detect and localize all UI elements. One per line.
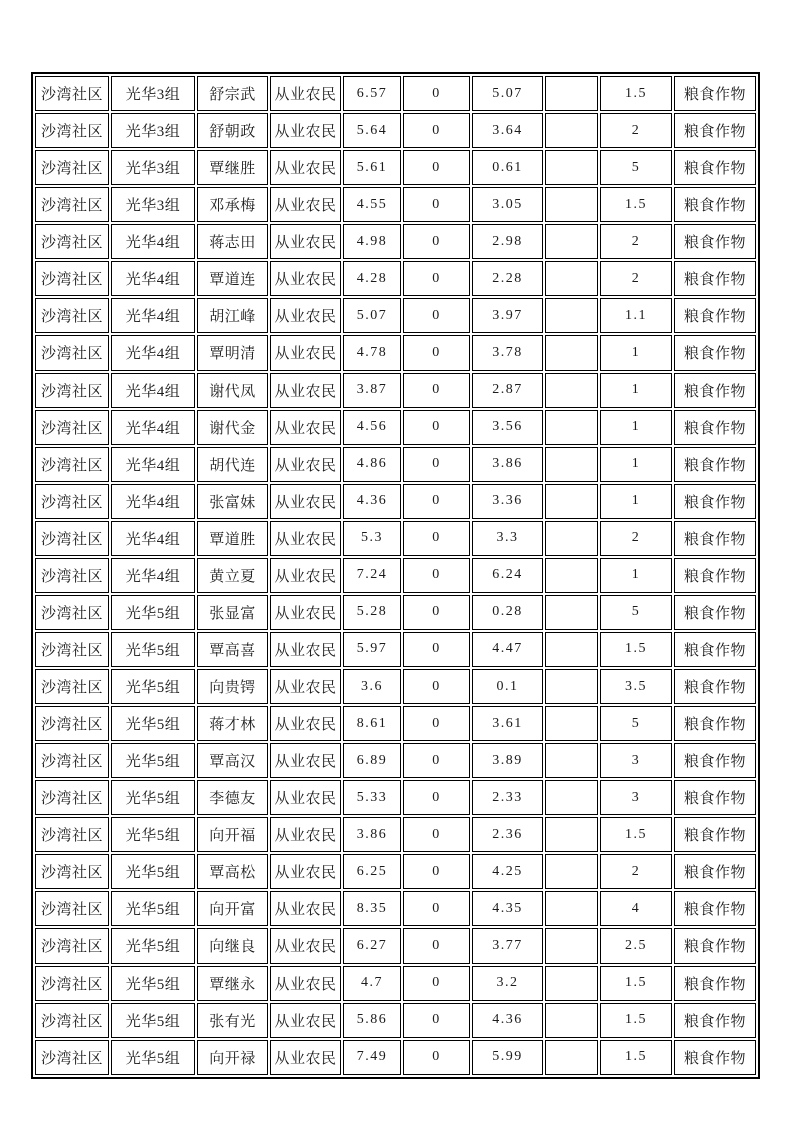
cell-value-3: 3.2 (472, 966, 543, 1001)
table-row (35, 521, 756, 556)
cell-value-2: 0 (403, 706, 470, 741)
cell-value-3: 2.98 (472, 224, 543, 259)
cell-value-4: 1.5 (600, 632, 672, 667)
cell-crop-type: 粮食作物 (674, 521, 756, 556)
cell-group: 光华3组 (111, 76, 195, 111)
cell-name: 张有光 (197, 1003, 268, 1038)
cell-name: 谢代凤 (197, 373, 268, 408)
cell-value-1: 4.56 (343, 410, 401, 445)
cell-community: 沙湾社区 (35, 891, 109, 926)
cell-community: 沙湾社区 (35, 298, 109, 333)
cell-group: 光华4组 (111, 261, 195, 296)
cell-value-1: 4.7 (343, 966, 401, 1001)
cell-value-1: 8.35 (343, 891, 401, 926)
table-row (35, 595, 756, 630)
cell-value-1: 5.64 (343, 113, 401, 148)
cell-crop-type: 粮食作物 (674, 595, 756, 630)
cell-crop-type: 粮食作物 (674, 150, 756, 185)
cell-community: 沙湾社区 (35, 113, 109, 148)
table-row (35, 298, 756, 333)
cell-crop-type: 粮食作物 (674, 891, 756, 926)
cell-crop-type: 粮食作物 (674, 484, 756, 519)
cell-value-3: 4.35 (472, 891, 543, 926)
table-row (35, 447, 756, 482)
cell-name: 舒宗武 (197, 76, 268, 111)
cell-community: 沙湾社区 (35, 595, 109, 630)
cell-group: 光华5组 (111, 854, 195, 889)
table-row (35, 335, 756, 370)
cell-value-4: 1 (600, 558, 672, 593)
cell-value-1: 8.61 (343, 706, 401, 741)
cell-value-3: 3.64 (472, 113, 543, 148)
cell-value-2: 0 (403, 410, 470, 445)
table-row (35, 743, 756, 778)
cell-name: 李德友 (197, 780, 268, 815)
cell-value-1: 5.33 (343, 780, 401, 815)
cell-value-1: 4.78 (343, 335, 401, 370)
cell-group: 光华3组 (111, 187, 195, 222)
cell-value-3: 5.07 (472, 76, 543, 111)
cell-value-1: 4.86 (343, 447, 401, 482)
cell-name: 覃高松 (197, 854, 268, 889)
cell-value-2: 0 (403, 484, 470, 519)
cell-community: 沙湾社区 (35, 669, 109, 704)
cell-value-1: 5.28 (343, 595, 401, 630)
cell-value-4: 5 (600, 150, 672, 185)
cell-crop-type: 粮食作物 (674, 298, 756, 333)
cell-value-2: 0 (403, 521, 470, 556)
cell-name: 张富妹 (197, 484, 268, 519)
cell-community: 沙湾社区 (35, 780, 109, 815)
table-row (35, 706, 756, 741)
cell-empty (545, 558, 598, 593)
cell-group: 光华5组 (111, 1040, 195, 1075)
cell-group: 光华5组 (111, 1003, 195, 1038)
cell-name: 向开富 (197, 891, 268, 926)
cell-value-3: 3.89 (472, 743, 543, 778)
cell-value-4: 2 (600, 521, 672, 556)
cell-occupation: 从业农民 (270, 373, 341, 408)
cell-value-3: 2.87 (472, 373, 543, 408)
cell-value-4: 3.5 (600, 669, 672, 704)
cell-crop-type: 粮食作物 (674, 187, 756, 222)
cell-empty (545, 224, 598, 259)
cell-crop-type: 粮食作物 (674, 261, 756, 296)
cell-group: 光华5组 (111, 595, 195, 630)
cell-group: 光华4组 (111, 410, 195, 445)
cell-empty (545, 928, 598, 963)
cell-name: 胡江峰 (197, 298, 268, 333)
cell-value-4: 1 (600, 484, 672, 519)
cell-value-3: 6.24 (472, 558, 543, 593)
cell-value-4: 2.5 (600, 928, 672, 963)
cell-name: 向贵锷 (197, 669, 268, 704)
cell-group: 光华5组 (111, 928, 195, 963)
cell-value-1: 3.87 (343, 373, 401, 408)
table-row (35, 484, 756, 519)
cell-occupation: 从业农民 (270, 298, 341, 333)
cell-crop-type: 粮食作物 (674, 1040, 756, 1075)
cell-value-3: 0.28 (472, 595, 543, 630)
cell-empty (545, 966, 598, 1001)
cell-crop-type: 粮食作物 (674, 780, 756, 815)
table-body (35, 76, 756, 1075)
cell-value-4: 1.5 (600, 817, 672, 852)
table-row (35, 373, 756, 408)
cell-value-3: 4.47 (472, 632, 543, 667)
cell-group: 光华5组 (111, 780, 195, 815)
cell-value-3: 3.77 (472, 928, 543, 963)
cell-value-1: 3.6 (343, 669, 401, 704)
cell-value-4: 2 (600, 854, 672, 889)
cell-group: 光华5组 (111, 817, 195, 852)
cell-value-3: 2.36 (472, 817, 543, 852)
table-row (35, 817, 756, 852)
cell-name: 向继良 (197, 928, 268, 963)
table-row (35, 113, 756, 148)
table-row (35, 261, 756, 296)
cell-value-1: 5.61 (343, 150, 401, 185)
cell-crop-type: 粮食作物 (674, 113, 756, 148)
cell-crop-type: 粮食作物 (674, 558, 756, 593)
cell-crop-type: 粮食作物 (674, 632, 756, 667)
cell-value-4: 1 (600, 335, 672, 370)
cell-group: 光华3组 (111, 113, 195, 148)
cell-value-2: 0 (403, 966, 470, 1001)
cell-value-2: 0 (403, 632, 470, 667)
cell-value-1: 6.57 (343, 76, 401, 111)
table-row (35, 1040, 756, 1075)
cell-empty (545, 817, 598, 852)
cell-value-1: 4.28 (343, 261, 401, 296)
cell-value-4: 3 (600, 743, 672, 778)
cell-name: 向开禄 (197, 1040, 268, 1075)
cell-occupation: 从业农民 (270, 150, 341, 185)
cell-value-1: 7.49 (343, 1040, 401, 1075)
cell-empty (545, 854, 598, 889)
cell-community: 沙湾社区 (35, 373, 109, 408)
cell-occupation: 从业农民 (270, 854, 341, 889)
cell-group: 光华4组 (111, 521, 195, 556)
cell-crop-type: 粮食作物 (674, 743, 756, 778)
cell-group: 光华5组 (111, 632, 195, 667)
cell-group: 光华5组 (111, 706, 195, 741)
cell-empty (545, 373, 598, 408)
cell-value-3: 2.28 (472, 261, 543, 296)
cell-value-2: 0 (403, 558, 470, 593)
cell-value-3: 3.05 (472, 187, 543, 222)
cell-occupation: 从业农民 (270, 817, 341, 852)
cell-empty (545, 484, 598, 519)
cell-community: 沙湾社区 (35, 817, 109, 852)
table-row (35, 854, 756, 889)
cell-value-3: 5.99 (472, 1040, 543, 1075)
cell-value-3: 3.36 (472, 484, 543, 519)
cell-occupation: 从业农民 (270, 558, 341, 593)
cell-group: 光华4组 (111, 298, 195, 333)
cell-group: 光华5组 (111, 743, 195, 778)
cell-empty (545, 1040, 598, 1075)
cell-value-1: 5.3 (343, 521, 401, 556)
cell-value-4: 1.1 (600, 298, 672, 333)
cell-empty (545, 521, 598, 556)
cell-occupation: 从业农民 (270, 76, 341, 111)
table-row (35, 780, 756, 815)
cell-value-3: 3.86 (472, 447, 543, 482)
cell-value-4: 1.5 (600, 1040, 672, 1075)
cell-name: 覃高汉 (197, 743, 268, 778)
cell-crop-type: 粮食作物 (674, 928, 756, 963)
cell-value-4: 1.5 (600, 187, 672, 222)
cell-occupation: 从业农民 (270, 261, 341, 296)
cell-empty (545, 706, 598, 741)
cell-empty (545, 595, 598, 630)
cell-community: 沙湾社区 (35, 447, 109, 482)
cell-name: 覃继永 (197, 966, 268, 1001)
cell-value-4: 2 (600, 224, 672, 259)
cell-empty (545, 780, 598, 815)
cell-value-4: 5 (600, 595, 672, 630)
cell-crop-type: 粮食作物 (674, 76, 756, 111)
cell-empty (545, 261, 598, 296)
cell-empty (545, 150, 598, 185)
cell-value-1: 4.36 (343, 484, 401, 519)
cell-value-2: 0 (403, 595, 470, 630)
cell-value-4: 1 (600, 410, 672, 445)
cell-empty (545, 632, 598, 667)
cell-value-4: 1.5 (600, 1003, 672, 1038)
cell-name: 向开福 (197, 817, 268, 852)
cell-value-1: 7.24 (343, 558, 401, 593)
cell-crop-type: 粮食作物 (674, 669, 756, 704)
cell-community: 沙湾社区 (35, 928, 109, 963)
cell-community: 沙湾社区 (35, 484, 109, 519)
cell-value-2: 0 (403, 891, 470, 926)
cell-occupation: 从业农民 (270, 743, 341, 778)
cell-value-3: 3.3 (472, 521, 543, 556)
cell-value-1: 5.86 (343, 1003, 401, 1038)
cell-value-1: 5.97 (343, 632, 401, 667)
cell-value-2: 0 (403, 298, 470, 333)
cell-name: 覃明清 (197, 335, 268, 370)
cell-community: 沙湾社区 (35, 966, 109, 1001)
cell-occupation: 从业农民 (270, 484, 341, 519)
cell-occupation: 从业农民 (270, 966, 341, 1001)
cell-group: 光华3组 (111, 150, 195, 185)
cell-occupation: 从业农民 (270, 1003, 341, 1038)
cell-group: 光华4组 (111, 558, 195, 593)
cell-value-1: 4.98 (343, 224, 401, 259)
cell-occupation: 从业农民 (270, 669, 341, 704)
cell-value-1: 6.27 (343, 928, 401, 963)
cell-value-4: 4 (600, 891, 672, 926)
cell-name: 覃继胜 (197, 150, 268, 185)
cell-group: 光华5组 (111, 669, 195, 704)
cell-name: 覃道胜 (197, 521, 268, 556)
table-row (35, 224, 756, 259)
cell-community: 沙湾社区 (35, 261, 109, 296)
cell-occupation: 从业农民 (270, 1040, 341, 1075)
cell-value-2: 0 (403, 261, 470, 296)
cell-value-2: 0 (403, 928, 470, 963)
table-row (35, 558, 756, 593)
table-row (35, 150, 756, 185)
cell-name: 舒朝政 (197, 113, 268, 148)
cell-community: 沙湾社区 (35, 187, 109, 222)
cell-name: 蒋才林 (197, 706, 268, 741)
cell-community: 沙湾社区 (35, 706, 109, 741)
table-row (35, 1003, 756, 1038)
cell-occupation: 从业农民 (270, 113, 341, 148)
cell-value-3: 0.61 (472, 150, 543, 185)
cell-empty (545, 335, 598, 370)
cell-community: 沙湾社区 (35, 743, 109, 778)
cell-value-4: 3 (600, 780, 672, 815)
cell-value-4: 1.5 (600, 966, 672, 1001)
cell-empty (545, 669, 598, 704)
cell-value-2: 0 (403, 373, 470, 408)
cell-value-2: 0 (403, 669, 470, 704)
cell-value-3: 3.56 (472, 410, 543, 445)
cell-value-2: 0 (403, 113, 470, 148)
cell-crop-type: 粮食作物 (674, 410, 756, 445)
cell-value-2: 0 (403, 150, 470, 185)
cell-crop-type: 粮食作物 (674, 817, 756, 852)
cell-value-4: 1.5 (600, 76, 672, 111)
cell-value-4: 2 (600, 261, 672, 296)
cell-value-4: 1 (600, 447, 672, 482)
cell-value-3: 3.78 (472, 335, 543, 370)
cell-group: 光华4组 (111, 484, 195, 519)
cell-value-2: 0 (403, 224, 470, 259)
cell-community: 沙湾社区 (35, 1003, 109, 1038)
cell-value-2: 0 (403, 780, 470, 815)
cell-value-1: 6.25 (343, 854, 401, 889)
cell-name: 黄立夏 (197, 558, 268, 593)
cell-occupation: 从业农民 (270, 447, 341, 482)
cell-community: 沙湾社区 (35, 558, 109, 593)
cell-community: 沙湾社区 (35, 632, 109, 667)
cell-value-3: 0.1 (472, 669, 543, 704)
cell-group: 光华4组 (111, 447, 195, 482)
table-row (35, 891, 756, 926)
cell-value-3: 2.33 (472, 780, 543, 815)
cell-value-1: 3.86 (343, 817, 401, 852)
cell-crop-type: 粮食作物 (674, 706, 756, 741)
cell-occupation: 从业农民 (270, 595, 341, 630)
cell-name: 谢代金 (197, 410, 268, 445)
cell-empty (545, 1003, 598, 1038)
cell-occupation: 从业农民 (270, 632, 341, 667)
cell-crop-type: 粮食作物 (674, 335, 756, 370)
cell-value-2: 0 (403, 743, 470, 778)
cell-community: 沙湾社区 (35, 224, 109, 259)
cell-value-1: 4.55 (343, 187, 401, 222)
cell-community: 沙湾社区 (35, 410, 109, 445)
table-row (35, 76, 756, 111)
cell-empty (545, 76, 598, 111)
cell-empty (545, 891, 598, 926)
cell-name: 邓承梅 (197, 187, 268, 222)
cell-name: 蒋志田 (197, 224, 268, 259)
cell-value-3: 3.61 (472, 706, 543, 741)
cell-empty (545, 447, 598, 482)
cell-occupation: 从业农民 (270, 706, 341, 741)
cell-value-3: 4.36 (472, 1003, 543, 1038)
cell-value-2: 0 (403, 335, 470, 370)
cell-crop-type: 粮食作物 (674, 966, 756, 1001)
cell-group: 光华4组 (111, 224, 195, 259)
cell-value-2: 0 (403, 187, 470, 222)
cell-occupation: 从业农民 (270, 187, 341, 222)
cell-group: 光华5组 (111, 966, 195, 1001)
cell-occupation: 从业农民 (270, 410, 341, 445)
cell-value-2: 0 (403, 447, 470, 482)
cell-crop-type: 粮食作物 (674, 373, 756, 408)
table-row (35, 928, 756, 963)
cell-value-4: 1 (600, 373, 672, 408)
cell-occupation: 从业农民 (270, 224, 341, 259)
cell-empty (545, 113, 598, 148)
cell-crop-type: 粮食作物 (674, 1003, 756, 1038)
cell-occupation: 从业农民 (270, 335, 341, 370)
cell-community: 沙湾社区 (35, 335, 109, 370)
cell-value-2: 0 (403, 1040, 470, 1075)
cell-name: 覃高喜 (197, 632, 268, 667)
cell-occupation: 从业农民 (270, 891, 341, 926)
cell-community: 沙湾社区 (35, 521, 109, 556)
table-row (35, 966, 756, 1001)
cell-value-4: 5 (600, 706, 672, 741)
cell-empty (545, 410, 598, 445)
cell-group: 光华5组 (111, 891, 195, 926)
cell-group: 光华4组 (111, 335, 195, 370)
cell-community: 沙湾社区 (35, 76, 109, 111)
cell-value-1: 6.89 (343, 743, 401, 778)
cell-community: 沙湾社区 (35, 854, 109, 889)
cell-name: 张显富 (197, 595, 268, 630)
cell-crop-type: 粮食作物 (674, 224, 756, 259)
farmer-crop-table (31, 72, 760, 1079)
cell-value-3: 3.97 (472, 298, 543, 333)
cell-empty (545, 298, 598, 333)
cell-community: 沙湾社区 (35, 150, 109, 185)
cell-value-4: 2 (600, 113, 672, 148)
table-row (35, 410, 756, 445)
cell-value-3: 4.25 (472, 854, 543, 889)
cell-value-2: 0 (403, 1003, 470, 1038)
cell-value-2: 0 (403, 817, 470, 852)
cell-name: 覃道连 (197, 261, 268, 296)
cell-crop-type: 粮食作物 (674, 447, 756, 482)
table-row (35, 187, 756, 222)
cell-value-2: 0 (403, 76, 470, 111)
cell-empty (545, 187, 598, 222)
cell-crop-type: 粮食作物 (674, 854, 756, 889)
table-row (35, 632, 756, 667)
table-row (35, 669, 756, 704)
cell-occupation: 从业农民 (270, 928, 341, 963)
cell-value-1: 5.07 (343, 298, 401, 333)
cell-group: 光华4组 (111, 373, 195, 408)
cell-occupation: 从业农民 (270, 521, 341, 556)
cell-name: 胡代连 (197, 447, 268, 482)
cell-community: 沙湾社区 (35, 1040, 109, 1075)
cell-value-2: 0 (403, 854, 470, 889)
cell-empty (545, 743, 598, 778)
cell-occupation: 从业农民 (270, 780, 341, 815)
